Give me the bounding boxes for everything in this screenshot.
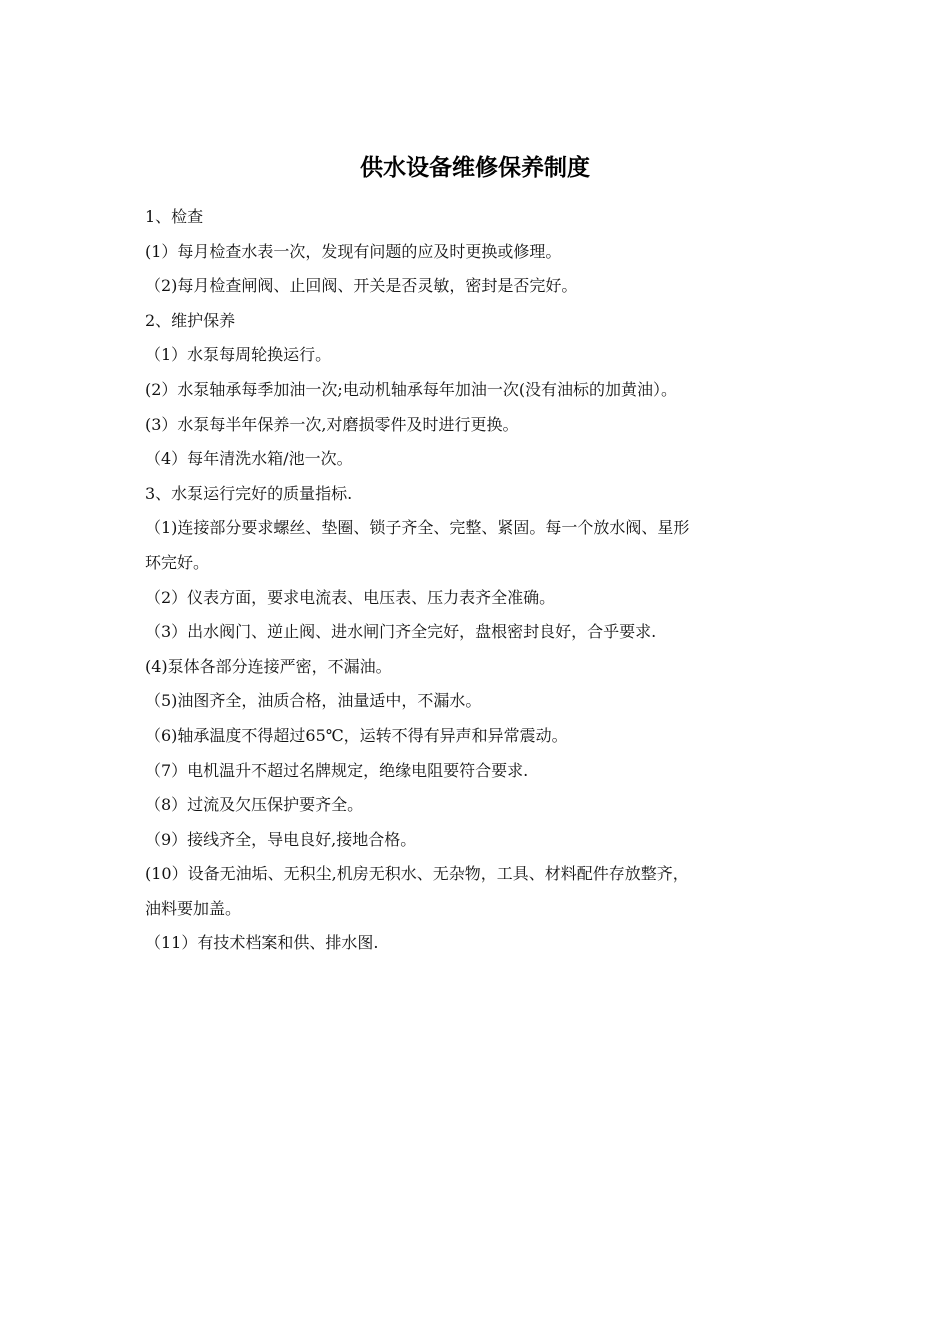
body-line: （7）电机温升不超过名牌规定，绝缘电阻要符合要求. xyxy=(145,760,529,780)
body-line: （5)油图齐全，油质合格，油量适中，不漏水。 xyxy=(145,691,482,711)
body-line: (3）水泵每半年保养一次,对磨损零件及时进行更换。 xyxy=(145,414,519,434)
body-line: （2)每月检查闸阀、止回阀、开关是否灵敏，密封是否完好。 xyxy=(145,276,578,296)
body-line: (1）每月检查水表一次，发现有问题的应及时更换或修理。 xyxy=(145,241,562,261)
body-line: （6)轴承温度不得超过65℃，运转不得有异声和异常震动。 xyxy=(145,725,568,745)
heading-2-maintenance: 2、维护保养 xyxy=(145,310,236,330)
body-line: (10）设备无油垢、无积尘,机房无积水、无杂物，工具、材料配件存放整齐， xyxy=(145,864,689,884)
body-line: (4)泵体各部分连接严密，不漏油。 xyxy=(145,656,392,676)
body-line: （1）水泵每周轮换运行。 xyxy=(145,345,332,365)
body-line: （1)连接部分要求螺丝、垫圈、锁子齐全、完整、紧固。每一个放水阀、星形 xyxy=(145,518,690,538)
body-line: 油料要加盖。 xyxy=(145,898,242,918)
heading-3-quality-indicators: 3、水泵运行完好的质量指标. xyxy=(145,483,353,503)
heading-1-inspection: 1、检查 xyxy=(145,207,204,226)
body-line: （2）仪表方面，要求电流表、电压表、压力表齐全准确。 xyxy=(145,587,556,607)
body-line: （11）有技术档案和供、排水图. xyxy=(145,933,379,953)
body-line: （3）出水阀门、逆止阀、进水闸门齐全完好，盘根密封良好，合乎要求. xyxy=(145,622,657,642)
document-title: 供水设备维修保养制度 xyxy=(360,155,590,181)
document-body xyxy=(145,200,815,961)
body-line: (2）水泵轴承每季加油一次;电动机轴承每年加油一次(没有油标的加黄油）。 xyxy=(145,379,678,399)
body-line: （9）接线齐全，导电良好,接地合格。 xyxy=(145,829,417,849)
body-line: 环完好。 xyxy=(145,552,210,572)
body-line: （8）过流及欠压保护要齐全。 xyxy=(145,795,364,815)
body-line: （4）每年清洗水箱/池一次。 xyxy=(145,449,353,469)
